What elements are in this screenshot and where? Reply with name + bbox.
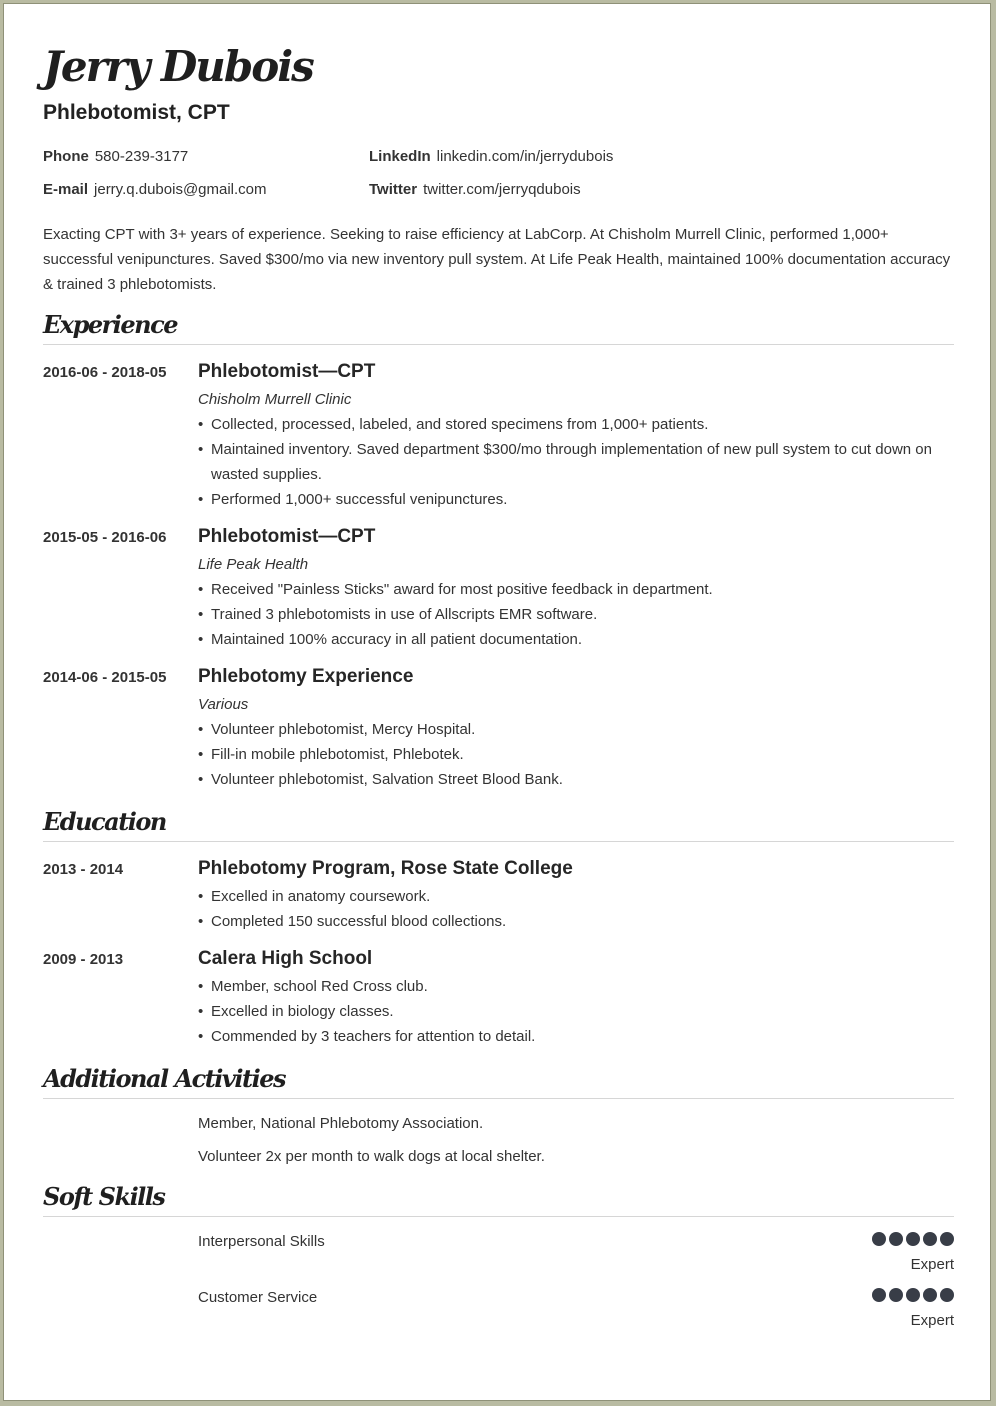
entry-bullets [198,717,954,792]
entry-title: Phlebotomist—CPT [198,526,376,547]
list-item: • Volunteer phlebotomist, Salvation Street Blood Bank. [198,767,954,792]
rating-dot-filled [906,1288,920,1302]
list-item: • Fill-in mobile phlebotomist, Phlebotek. [198,742,954,767]
entry-body [198,666,954,792]
candidate-name: Jerry Dubois [43,42,313,91]
entry-date: 2009 - 2013 [43,951,124,968]
candidate-role: Phlebotomist, CPT [43,101,230,124]
entry-bullets [198,884,954,934]
entry-body [198,858,954,934]
skills-section [43,1180,954,1217]
entry-title: Phlebotomist—CPT [198,361,376,382]
activity-item: Member, National Phlebotomy Association. [198,1115,484,1132]
education-heading: Education [43,805,954,842]
contact-phone [43,148,188,165]
rating-dot-filled [889,1288,903,1302]
entry-organization: Chisholm Murrell Clinic [198,391,352,408]
list-item: • Collected, processed, labeled, and stored specimens from 1,000+ patients. [198,412,954,437]
rating-dot-filled [889,1232,903,1246]
entry-date: 2014-06 - 2015-05 [43,669,167,686]
entry-bullets [198,412,954,512]
list-item: • Maintained 100% accuracy in all patient documentation. [198,627,954,652]
list-item: • Maintained inventory. Saved department $300/mo through implementation of new pull system to cut down on wasted supplies. [198,437,954,487]
entry-title: Phlebotomy Experience [198,666,414,687]
list-item: • Excelled in biology classes. [198,999,954,1024]
summary-paragraph: Exacting CPT with 3+ years of experience. Seeking to raise efficiency at LabCorp. At Chisholm Murrell Clinic, performed 1,000+ successful venipunctures. Saved $300/mo via new inventory pull system. At Life Peak Health, maintained 100% documentation accuracy & trained 3 phlebotomists. [43,226,951,293]
skill-level: Expert [910,1312,954,1329]
skill-level: Expert [910,1256,954,1273]
education-section [43,805,954,842]
rating-dot-filled [872,1288,886,1302]
activity-item: Volunteer 2x per month to walk dogs at local shelter. [198,1148,545,1165]
entry-date: 2016-06 - 2018-05 [43,364,167,381]
entry-body [198,361,954,512]
linkedin-label: LinkedIn [369,148,431,165]
resume-page [3,3,991,1401]
entry-organization: Life Peak Health [198,556,309,573]
skill-name: Customer Service [198,1289,318,1306]
entry-organization: Various [198,696,249,713]
experience-heading: Experience [43,308,954,345]
email-label: E-mail [43,181,89,198]
entry-title: Phlebotomy Program, Rose State College [198,858,573,879]
entry-bullets [198,577,954,652]
experience-section [43,308,954,345]
list-item: • Volunteer phlebotomist, Mercy Hospital. [198,717,954,742]
rating-dot-filled [872,1232,886,1246]
entry-body [198,526,954,652]
activities-heading: Additional Activities [43,1062,954,1099]
activities-section [43,1062,954,1099]
twitter-value: twitter.com/jerryqdubois [423,181,581,198]
skill-name: Interpersonal Skills [198,1233,325,1250]
list-item: • Excelled in anatomy coursework. [198,884,954,909]
rating-dot-filled [923,1288,937,1302]
skill-rating [872,1232,954,1246]
contact-email [43,181,267,198]
skill-rating [872,1288,954,1302]
contact-twitter [369,181,581,198]
phone-value: 580-239-3177 [94,148,189,165]
email-value: jerry.q.dubois@gmail.com [94,181,267,198]
linkedin-value: linkedin.com/in/jerrydubois [436,148,614,165]
rating-dot-filled [906,1232,920,1246]
entry-body [198,948,954,1049]
list-item: • Trained 3 phlebotomists in use of Allscripts EMR software. [198,602,954,627]
list-item: • Member, school Red Cross club. [198,974,954,999]
list-item: • Performed 1,000+ successful venipunctures. [198,487,954,512]
rating-dot-filled [940,1288,954,1302]
phone-label: Phone [43,148,89,165]
twitter-label: Twitter [369,181,418,198]
rating-dot-filled [923,1232,937,1246]
skills-heading: Soft Skills [43,1180,954,1217]
contact-linkedin [369,148,613,165]
entry-date: 2013 - 2014 [43,861,124,878]
rating-dot-filled [940,1232,954,1246]
entry-bullets [198,974,954,1049]
list-item: • Received "Painless Sticks" award for most positive feedback in department. [198,577,954,602]
list-item: • Commended by 3 teachers for attention to detail. [198,1024,954,1049]
entry-title: Calera High School [198,948,373,969]
list-item: • Completed 150 successful blood collections. [198,909,954,934]
entry-date: 2015-05 - 2016-06 [43,529,167,546]
